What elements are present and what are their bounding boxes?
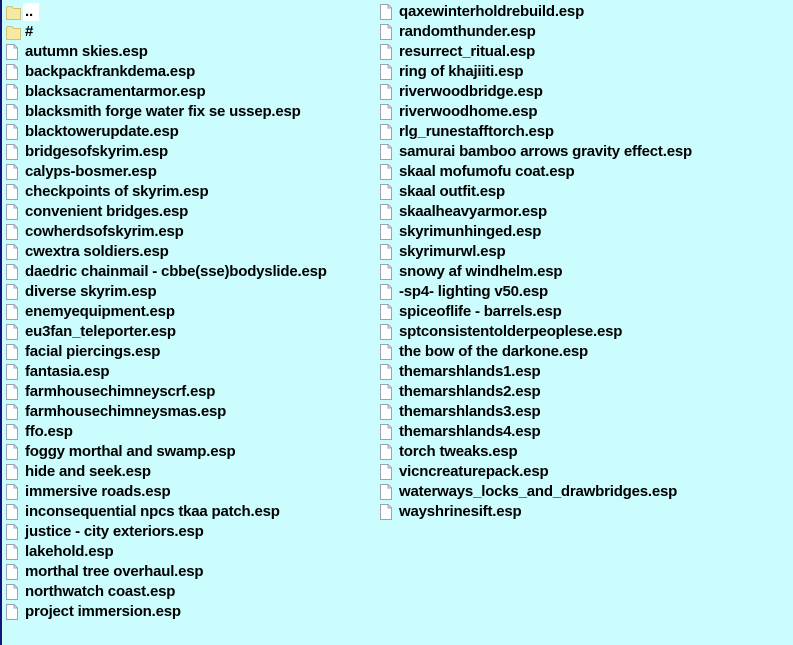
file-row[interactable] bbox=[2, 562, 376, 582]
file-row[interactable] bbox=[376, 242, 692, 262]
file-row[interactable] bbox=[376, 262, 692, 282]
file-icon bbox=[380, 184, 395, 200]
file-label: samurai bamboo arrows gravity effect.esp bbox=[399, 143, 692, 160]
file-row[interactable] bbox=[376, 322, 692, 342]
file-row[interactable] bbox=[2, 2, 376, 22]
file-label: calyps-bosmer.esp bbox=[25, 163, 157, 180]
file-row[interactable] bbox=[2, 122, 376, 142]
file-row[interactable] bbox=[2, 542, 376, 562]
file-label: skaal outfit.esp bbox=[399, 183, 505, 200]
file-icon bbox=[6, 124, 21, 140]
file-label: justice - city exteriors.esp bbox=[25, 523, 204, 540]
file-label: cwextra soldiers.esp bbox=[25, 243, 169, 260]
file-row[interactable] bbox=[2, 222, 376, 242]
file-row[interactable] bbox=[2, 362, 376, 382]
file-row[interactable] bbox=[2, 442, 376, 462]
file-row[interactable] bbox=[2, 282, 376, 302]
file-icon bbox=[6, 364, 21, 380]
file-icon bbox=[6, 404, 21, 420]
file-label: daedric chainmail - cbbe(sse)bodyslide.esp bbox=[25, 263, 327, 280]
file-icon bbox=[380, 344, 395, 360]
file-label: resurrect_ritual.esp bbox=[399, 43, 536, 60]
file-row[interactable] bbox=[376, 342, 692, 362]
file-label: themarshlands4.esp bbox=[399, 423, 541, 440]
file-label: autumn skies.esp bbox=[25, 43, 148, 60]
folder-icon bbox=[6, 4, 21, 20]
file-icon bbox=[380, 504, 395, 520]
file-label: fantasia.esp bbox=[25, 363, 110, 380]
file-label: farmhousechimneyscrf.esp bbox=[25, 383, 216, 400]
file-row[interactable] bbox=[376, 362, 692, 382]
file-row[interactable] bbox=[376, 502, 692, 522]
file-icon bbox=[6, 44, 21, 60]
file-row[interactable] bbox=[2, 402, 376, 422]
file-icon bbox=[6, 84, 21, 100]
file-icon bbox=[6, 164, 21, 180]
file-icon bbox=[6, 504, 21, 520]
file-row[interactable] bbox=[2, 422, 376, 442]
file-icon bbox=[6, 604, 21, 620]
file-label: northwatch coast.esp bbox=[25, 583, 176, 600]
file-label: blacktowerupdate.esp bbox=[25, 123, 179, 140]
file-label: hide and seek.esp bbox=[25, 463, 151, 480]
file-row[interactable] bbox=[376, 82, 692, 102]
file-row[interactable] bbox=[2, 162, 376, 182]
file-label: .. bbox=[23, 3, 39, 21]
file-icon bbox=[6, 524, 21, 540]
file-icon bbox=[380, 484, 395, 500]
file-icon bbox=[6, 384, 21, 400]
file-row[interactable] bbox=[376, 62, 692, 82]
file-row[interactable] bbox=[2, 502, 376, 522]
file-icon bbox=[6, 284, 21, 300]
file-icon bbox=[6, 204, 21, 220]
file-icon bbox=[380, 244, 395, 260]
file-row[interactable] bbox=[2, 342, 376, 362]
file-row[interactable] bbox=[2, 202, 376, 222]
file-icon bbox=[380, 304, 395, 320]
file-icon bbox=[380, 364, 395, 380]
file-icon bbox=[6, 344, 21, 360]
file-icon bbox=[380, 164, 395, 180]
file-list-column-right bbox=[376, 2, 692, 522]
file-label: themarshlands1.esp bbox=[399, 363, 541, 380]
file-label: morthal tree overhaul.esp bbox=[25, 563, 204, 580]
file-label: ring of khajiiti.esp bbox=[399, 63, 524, 80]
file-row[interactable] bbox=[2, 142, 376, 162]
file-row[interactable] bbox=[376, 462, 692, 482]
file-label: enemyequipment.esp bbox=[25, 303, 175, 320]
file-icon bbox=[6, 304, 21, 320]
file-icon bbox=[380, 224, 395, 240]
file-label: # bbox=[25, 23, 34, 40]
file-label: backpackfrankdema.esp bbox=[25, 63, 196, 80]
file-label: vicncreaturepack.esp bbox=[399, 463, 549, 480]
file-label: waterways_locks_and_drawbridges.esp bbox=[399, 483, 678, 500]
file-label: blacksmith forge water fix se ussep.esp bbox=[25, 103, 301, 120]
file-row[interactable] bbox=[2, 482, 376, 502]
file-row[interactable] bbox=[376, 2, 692, 22]
file-row[interactable] bbox=[2, 42, 376, 62]
file-row[interactable] bbox=[376, 42, 692, 62]
file-icon bbox=[6, 584, 21, 600]
file-row[interactable] bbox=[2, 242, 376, 262]
file-icon bbox=[6, 264, 21, 280]
file-icon bbox=[380, 324, 395, 340]
file-icon bbox=[380, 44, 395, 60]
file-row[interactable] bbox=[2, 582, 376, 602]
file-row[interactable] bbox=[376, 302, 692, 322]
file-row[interactable] bbox=[376, 442, 692, 462]
file-icon bbox=[380, 64, 395, 80]
file-row[interactable] bbox=[376, 282, 692, 302]
file-label: skaal mofumofu coat.esp bbox=[399, 163, 575, 180]
file-label: foggy morthal and swamp.esp bbox=[25, 443, 236, 460]
file-row[interactable] bbox=[2, 182, 376, 202]
file-row[interactable] bbox=[2, 602, 376, 622]
file-icon bbox=[380, 384, 395, 400]
file-row[interactable] bbox=[376, 482, 692, 502]
folder-icon bbox=[6, 24, 21, 40]
file-icon bbox=[6, 444, 21, 460]
file-row[interactable] bbox=[2, 462, 376, 482]
file-icon bbox=[6, 64, 21, 80]
file-icon bbox=[6, 244, 21, 260]
file-label: -sp4- lighting v50.esp bbox=[399, 283, 548, 300]
file-label: riverwoodhome.esp bbox=[399, 103, 538, 120]
file-icon bbox=[380, 444, 395, 460]
file-icon bbox=[380, 84, 395, 100]
file-row[interactable] bbox=[376, 402, 692, 422]
file-icon bbox=[6, 104, 21, 120]
file-label: rlg_runestafftorch.esp bbox=[399, 123, 554, 140]
file-label: skyrimurwl.esp bbox=[399, 243, 506, 260]
file-icon bbox=[380, 104, 395, 120]
file-icon bbox=[380, 464, 395, 480]
file-row[interactable] bbox=[2, 522, 376, 542]
file-label: bridgesofskyrim.esp bbox=[25, 143, 168, 160]
file-icon bbox=[6, 224, 21, 240]
file-label: wayshrinesift.esp bbox=[399, 503, 522, 520]
file-label: spiceoflife - barrels.esp bbox=[399, 303, 562, 320]
file-label: immersive roads.esp bbox=[25, 483, 171, 500]
file-icon bbox=[380, 424, 395, 440]
file-row[interactable] bbox=[376, 122, 692, 142]
file-label: torch tweaks.esp bbox=[399, 443, 518, 460]
file-row[interactable] bbox=[376, 222, 692, 242]
file-icon bbox=[6, 564, 21, 580]
file-row[interactable] bbox=[376, 182, 692, 202]
file-label: skaalheavyarmor.esp bbox=[399, 203, 547, 220]
file-icon bbox=[6, 544, 21, 560]
file-label: snowy af windhelm.esp bbox=[399, 263, 563, 280]
file-label: project immersion.esp bbox=[25, 603, 181, 620]
file-row[interactable] bbox=[2, 82, 376, 102]
file-icon bbox=[6, 184, 21, 200]
file-icon bbox=[6, 144, 21, 160]
file-label: the bow of the darkone.esp bbox=[399, 343, 588, 360]
file-label: farmhousechimneysmas.esp bbox=[25, 403, 227, 420]
file-label: ffo.esp bbox=[25, 423, 73, 440]
file-row[interactable] bbox=[2, 382, 376, 402]
file-row[interactable] bbox=[2, 262, 376, 282]
file-label: checkpoints of skyrim.esp bbox=[25, 183, 209, 200]
file-label: skyrimunhinged.esp bbox=[399, 223, 542, 240]
file-row[interactable] bbox=[2, 62, 376, 82]
file-row[interactable] bbox=[2, 22, 376, 42]
file-icon bbox=[6, 424, 21, 440]
file-icon bbox=[6, 464, 21, 480]
file-row[interactable] bbox=[376, 162, 692, 182]
file-icon bbox=[380, 24, 395, 40]
file-icon bbox=[6, 324, 21, 340]
file-label: cowherdsofskyrim.esp bbox=[25, 223, 184, 240]
file-label: blacksacramentarmor.esp bbox=[25, 83, 206, 100]
file-label: facial piercings.esp bbox=[25, 343, 161, 360]
file-label: lakehold.esp bbox=[25, 543, 114, 560]
file-icon bbox=[380, 264, 395, 280]
file-icon bbox=[6, 484, 21, 500]
file-label: eu3fan_teleporter.esp bbox=[25, 323, 176, 340]
file-icon bbox=[380, 404, 395, 420]
file-label: themarshlands3.esp bbox=[399, 403, 541, 420]
file-row[interactable] bbox=[376, 382, 692, 402]
file-row[interactable] bbox=[2, 322, 376, 342]
file-label: riverwoodbridge.esp bbox=[399, 83, 543, 100]
file-label: qaxewinterholdrebuild.esp bbox=[399, 3, 585, 20]
file-label: themarshlands2.esp bbox=[399, 383, 541, 400]
file-row[interactable] bbox=[376, 102, 692, 122]
file-icon bbox=[380, 124, 395, 140]
file-row[interactable] bbox=[2, 302, 376, 322]
file-list-column-left bbox=[2, 2, 376, 622]
file-row[interactable] bbox=[2, 102, 376, 122]
file-icon bbox=[380, 284, 395, 300]
file-icon bbox=[380, 4, 395, 20]
file-label: diverse skyrim.esp bbox=[25, 283, 157, 300]
file-label: inconsequential npcs tkaa patch.esp bbox=[25, 503, 280, 520]
file-row[interactable] bbox=[376, 202, 692, 222]
file-row[interactable] bbox=[376, 22, 692, 42]
file-icon bbox=[380, 204, 395, 220]
file-label: randomthunder.esp bbox=[399, 23, 536, 40]
file-row[interactable] bbox=[376, 142, 692, 162]
file-label: convenient bridges.esp bbox=[25, 203, 189, 220]
file-icon bbox=[380, 144, 395, 160]
file-row[interactable] bbox=[376, 422, 692, 442]
file-label: sptconsistentolderpeoplese.esp bbox=[399, 323, 623, 340]
